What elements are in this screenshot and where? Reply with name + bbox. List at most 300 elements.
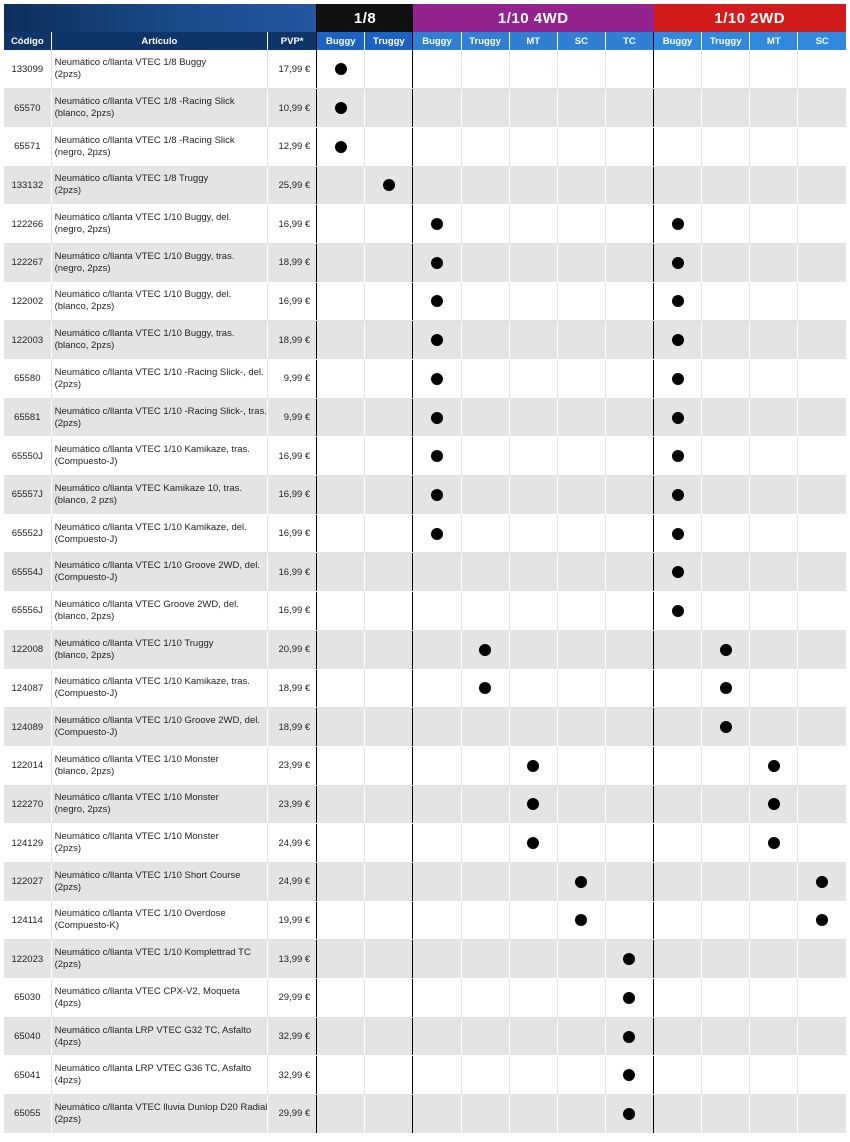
compat-cell-4wd-tc	[605, 824, 653, 863]
compat-cell-18-truggy	[365, 243, 413, 282]
compat-cell-18-buggy	[317, 127, 365, 166]
compat-cell-2wd-mt	[750, 127, 798, 166]
compat-cell-4wd-sc	[557, 1056, 605, 1095]
table-row	[4, 360, 846, 399]
group-header-row	[4, 4, 846, 32]
tire-compatibility-table-wrapper	[4, 4, 846, 1134]
product-price: 16,99 €	[268, 205, 317, 244]
table-row	[4, 514, 846, 553]
compat-cell-2wd-buggy	[654, 708, 702, 747]
compatibility-dot-icon	[672, 218, 684, 230]
compat-cell-4wd-truggy	[461, 360, 509, 399]
product-code: 65571	[4, 127, 51, 166]
compat-cell-4wd-tc	[605, 166, 653, 205]
compat-cell-2wd-truggy	[702, 669, 750, 708]
product-article	[51, 514, 267, 553]
compat-cell-2wd-truggy	[702, 785, 750, 824]
compat-cell-18-buggy	[317, 476, 365, 515]
compat-cell-2wd-truggy	[702, 1095, 750, 1134]
compat-cell-18-buggy	[317, 901, 365, 940]
compat-cell-4wd-tc	[605, 1017, 653, 1056]
compat-cell-4wd-truggy	[461, 243, 509, 282]
compat-cell-4wd-truggy	[461, 89, 509, 128]
compat-cell-2wd-sc	[798, 360, 846, 399]
product-price: 18,99 €	[268, 321, 317, 360]
compat-cell-18-truggy	[365, 398, 413, 437]
compat-cell-2wd-truggy	[702, 50, 750, 89]
product-price: 16,99 €	[268, 592, 317, 631]
compat-cell-2wd-sc	[798, 166, 846, 205]
table-row	[4, 746, 846, 785]
compat-cell-18-buggy	[317, 1056, 365, 1095]
compat-cell-18-truggy	[365, 1056, 413, 1095]
product-price: 12,99 €	[268, 127, 317, 166]
compatibility-dot-icon	[768, 798, 780, 810]
group-header-blank	[4, 4, 317, 32]
compat-cell-2wd-sc	[798, 553, 846, 592]
compat-cell-4wd-mt	[509, 1095, 557, 1134]
product-code: 65581	[4, 398, 51, 437]
product-detail: (2pzs)	[54, 1113, 81, 1125]
product-detail: (blanco, 2 pzs)	[54, 494, 117, 506]
compat-cell-2wd-buggy	[654, 979, 702, 1018]
compatibility-dot-icon	[431, 257, 443, 269]
product-price: 16,99 €	[268, 476, 317, 515]
compat-cell-4wd-mt	[509, 940, 557, 979]
product-detail: (Compuesto-J)	[54, 456, 118, 468]
compat-cell-4wd-mt	[509, 553, 557, 592]
compatibility-dot-icon	[575, 876, 587, 888]
group-header-1-8: 1/8	[317, 4, 413, 32]
product-code: 65580	[4, 360, 51, 399]
compat-cell-2wd-mt	[750, 901, 798, 940]
compat-cell-4wd-truggy	[461, 437, 509, 476]
product-article	[51, 205, 267, 244]
compat-cell-4wd-mt	[509, 437, 557, 476]
compat-cell-4wd-tc	[605, 746, 653, 785]
compat-cell-2wd-sc	[798, 592, 846, 631]
product-detail: (2pzs)	[54, 185, 81, 197]
compat-cell-18-buggy	[317, 205, 365, 244]
compat-cell-2wd-truggy	[702, 901, 750, 940]
product-article	[51, 89, 267, 128]
compat-cell-4wd-tc	[605, 89, 653, 128]
compat-cell-4wd-truggy	[461, 979, 509, 1018]
compat-cell-18-truggy	[365, 979, 413, 1018]
compat-cell-2wd-sc	[798, 476, 846, 515]
compat-cell-4wd-mt	[509, 398, 557, 437]
col-header-2wd-truggy: Truggy	[702, 32, 750, 50]
compat-cell-4wd-sc	[557, 243, 605, 282]
compat-cell-2wd-sc	[798, 321, 846, 360]
compat-cell-18-buggy	[317, 824, 365, 863]
compat-cell-18-truggy	[365, 514, 413, 553]
compatibility-dot-icon	[720, 644, 732, 656]
compat-cell-4wd-tc	[605, 901, 653, 940]
product-price: 18,99 €	[268, 669, 317, 708]
compat-cell-4wd-truggy	[461, 553, 509, 592]
compatibility-dot-icon	[431, 489, 443, 501]
col-header-4wd-sc: SC	[557, 32, 605, 50]
product-code: 65055	[4, 1095, 51, 1134]
compat-cell-4wd-tc	[605, 553, 653, 592]
compat-cell-18-truggy	[365, 708, 413, 747]
compatibility-dot-icon	[527, 760, 539, 772]
compat-cell-2wd-buggy	[654, 940, 702, 979]
compat-cell-2wd-buggy	[654, 553, 702, 592]
compat-cell-4wd-mt	[509, 1056, 557, 1095]
compat-cell-2wd-truggy	[702, 553, 750, 592]
compat-cell-18-buggy	[317, 979, 365, 1018]
compat-cell-2wd-mt	[750, 785, 798, 824]
col-header-code: Código	[4, 32, 51, 50]
compat-cell-2wd-buggy	[654, 1056, 702, 1095]
compat-cell-2wd-sc	[798, 785, 846, 824]
product-price: 18,99 €	[268, 708, 317, 747]
tire-compatibility-table	[4, 4, 846, 1134]
compat-cell-18-buggy	[317, 708, 365, 747]
compat-cell-2wd-mt	[750, 669, 798, 708]
compat-cell-18-truggy	[365, 746, 413, 785]
compat-cell-4wd-sc	[557, 166, 605, 205]
compat-cell-4wd-truggy	[461, 901, 509, 940]
compat-cell-4wd-mt	[509, 127, 557, 166]
col-header-2wd-buggy: Buggy	[654, 32, 702, 50]
compat-cell-4wd-truggy	[461, 746, 509, 785]
compat-cell-18-buggy	[317, 321, 365, 360]
compat-cell-4wd-tc	[605, 243, 653, 282]
compatibility-dot-icon	[816, 914, 828, 926]
compat-cell-2wd-mt	[750, 1095, 798, 1134]
product-article	[51, 630, 267, 669]
product-name: Neumático c/llanta VTEC 1/10 Buggy, del.	[54, 212, 232, 224]
col-header-4wd-truggy: Truggy	[461, 32, 509, 50]
product-name: Neumático c/llanta VTEC 1/10 Kamikaze, del.	[54, 521, 247, 533]
product-detail: (Compuesto-J)	[54, 533, 118, 545]
product-price: 23,99 €	[268, 785, 317, 824]
compat-cell-18-buggy	[317, 1017, 365, 1056]
compatibility-dot-icon	[335, 141, 347, 153]
compat-cell-4wd-truggy	[461, 476, 509, 515]
product-code: 122002	[4, 282, 51, 321]
product-name: Neumático c/llanta VTEC 1/10 Buggy, tras.	[54, 328, 235, 340]
compat-cell-2wd-mt	[750, 746, 798, 785]
compat-cell-4wd-buggy	[413, 127, 461, 166]
compat-cell-2wd-truggy	[702, 514, 750, 553]
product-name: Neumático c/llanta VTEC 1/10 Monster	[54, 831, 219, 843]
product-price: 16,99 €	[268, 553, 317, 592]
compat-cell-18-buggy	[317, 282, 365, 321]
compat-cell-4wd-tc	[605, 1056, 653, 1095]
product-price: 17,99 €	[268, 50, 317, 89]
table-row	[4, 89, 846, 128]
product-detail: (negro, 2pzs)	[54, 224, 111, 236]
compat-cell-4wd-sc	[557, 476, 605, 515]
table-row	[4, 476, 846, 515]
product-code: 122008	[4, 630, 51, 669]
product-name: Neumático c/llanta VTEC 1/10 -Racing Slick-, tras.	[54, 405, 267, 417]
compat-cell-18-truggy	[365, 127, 413, 166]
compat-cell-4wd-buggy	[413, 1017, 461, 1056]
table-row	[4, 669, 846, 708]
product-code: 65040	[4, 1017, 51, 1056]
compat-cell-2wd-buggy	[654, 824, 702, 863]
compat-cell-18-buggy	[317, 785, 365, 824]
compatibility-dot-icon	[431, 528, 443, 540]
compat-cell-4wd-truggy	[461, 785, 509, 824]
table-row	[4, 785, 846, 824]
product-name: Neumático c/llanta VTEC lluvia Dunlop D20 Radial	[54, 1101, 268, 1113]
compat-cell-2wd-truggy	[702, 360, 750, 399]
col-header-2wd-mt: MT	[750, 32, 798, 50]
product-price: 29,99 €	[268, 979, 317, 1018]
product-name: Neumático c/llanta VTEC 1/10 Short Course	[54, 869, 241, 881]
compatibility-dot-icon	[672, 295, 684, 307]
product-article	[51, 553, 267, 592]
compat-cell-2wd-mt	[750, 437, 798, 476]
compat-cell-2wd-truggy	[702, 398, 750, 437]
group-header-1-10-4wd: 1/10 4WD	[413, 4, 654, 32]
compat-cell-18-truggy	[365, 1017, 413, 1056]
product-article	[51, 1095, 267, 1134]
compat-cell-2wd-buggy	[654, 243, 702, 282]
compat-cell-4wd-sc	[557, 901, 605, 940]
product-code: 124129	[4, 824, 51, 863]
compat-cell-2wd-buggy	[654, 282, 702, 321]
compat-cell-4wd-mt	[509, 205, 557, 244]
compatibility-dot-icon	[527, 837, 539, 849]
compatibility-dot-icon	[431, 412, 443, 424]
compat-cell-18-buggy	[317, 166, 365, 205]
product-name: Neumático c/llanta VTEC 1/8 Truggy	[54, 173, 209, 185]
compat-cell-4wd-buggy	[413, 437, 461, 476]
compat-cell-4wd-buggy	[413, 1095, 461, 1134]
compatibility-dot-icon	[672, 412, 684, 424]
compat-cell-2wd-sc	[798, 1095, 846, 1134]
product-detail: (2pzs)	[54, 959, 81, 971]
product-name: Neumático c/llanta VTEC 1/10 Groove 2WD, del.	[54, 715, 260, 727]
product-price: 20,99 €	[268, 630, 317, 669]
compat-cell-4wd-tc	[605, 592, 653, 631]
compat-cell-4wd-truggy	[461, 166, 509, 205]
compat-cell-2wd-sc	[798, 398, 846, 437]
compat-cell-2wd-sc	[798, 940, 846, 979]
product-detail: (4pzs)	[54, 1075, 81, 1087]
compat-cell-4wd-buggy	[413, 321, 461, 360]
product-code: 122003	[4, 321, 51, 360]
compat-cell-4wd-buggy	[413, 398, 461, 437]
product-code: 65557J	[4, 476, 51, 515]
product-article	[51, 785, 267, 824]
compat-cell-2wd-sc	[798, 89, 846, 128]
product-price: 23,99 €	[268, 746, 317, 785]
compat-cell-18-truggy	[365, 205, 413, 244]
product-name: Neumático c/llanta VTEC 1/10 Groove 2WD, del.	[54, 560, 260, 572]
compat-cell-4wd-mt	[509, 592, 557, 631]
compat-cell-4wd-tc	[605, 940, 653, 979]
compat-cell-4wd-tc	[605, 669, 653, 708]
product-article	[51, 940, 267, 979]
product-code: 133132	[4, 166, 51, 205]
compat-cell-2wd-truggy	[702, 166, 750, 205]
compat-cell-4wd-truggy	[461, 205, 509, 244]
compat-cell-18-buggy	[317, 89, 365, 128]
product-article	[51, 360, 267, 399]
compatibility-dot-icon	[672, 373, 684, 385]
compat-cell-4wd-truggy	[461, 514, 509, 553]
compat-cell-4wd-sc	[557, 360, 605, 399]
product-detail: (2pzs)	[54, 417, 81, 429]
compat-cell-2wd-truggy	[702, 708, 750, 747]
compat-cell-18-buggy	[317, 243, 365, 282]
compat-cell-4wd-truggy	[461, 940, 509, 979]
product-article	[51, 746, 267, 785]
compat-cell-2wd-mt	[750, 1056, 798, 1095]
compat-cell-2wd-buggy	[654, 785, 702, 824]
product-detail: (2pzs)	[54, 881, 81, 893]
compat-cell-4wd-truggy	[461, 669, 509, 708]
compat-cell-2wd-truggy	[702, 824, 750, 863]
product-name: Neumático c/llanta VTEC 1/10 Kamikaze, tras.	[54, 444, 250, 456]
product-price: 25,99 €	[268, 166, 317, 205]
compat-cell-18-buggy	[317, 862, 365, 901]
product-code: 122027	[4, 862, 51, 901]
compat-cell-2wd-buggy	[654, 1095, 702, 1134]
compat-cell-4wd-sc	[557, 669, 605, 708]
compat-cell-2wd-truggy	[702, 243, 750, 282]
compat-cell-4wd-truggy	[461, 282, 509, 321]
compatibility-dot-icon	[672, 605, 684, 617]
compat-cell-4wd-buggy	[413, 630, 461, 669]
product-name: Neumático c/llanta VTEC 1/10 Overdose	[54, 908, 226, 920]
compat-cell-2wd-buggy	[654, 205, 702, 244]
product-price: 9,99 €	[268, 360, 317, 399]
compat-cell-4wd-sc	[557, 708, 605, 747]
compat-cell-4wd-tc	[605, 708, 653, 747]
compatibility-dot-icon	[672, 450, 684, 462]
product-price: 16,99 €	[268, 437, 317, 476]
product-code: 65030	[4, 979, 51, 1018]
compat-cell-4wd-truggy	[461, 1017, 509, 1056]
compat-cell-18-truggy	[365, 476, 413, 515]
compatibility-dot-icon	[575, 914, 587, 926]
compat-cell-4wd-mt	[509, 89, 557, 128]
product-article	[51, 901, 267, 940]
compatibility-dot-icon	[623, 1031, 635, 1043]
compat-cell-2wd-mt	[750, 553, 798, 592]
compat-cell-4wd-truggy	[461, 630, 509, 669]
compatibility-dot-icon	[383, 179, 395, 191]
table-row	[4, 862, 846, 901]
compat-cell-18-truggy	[365, 630, 413, 669]
compat-cell-4wd-tc	[605, 398, 653, 437]
compat-cell-4wd-sc	[557, 437, 605, 476]
product-code: 133099	[4, 50, 51, 89]
compat-cell-2wd-buggy	[654, 669, 702, 708]
compat-cell-4wd-sc	[557, 785, 605, 824]
compat-cell-18-truggy	[365, 669, 413, 708]
col-header-article: Artículo	[51, 32, 267, 50]
col-header-4wd-buggy: Buggy	[413, 32, 461, 50]
compat-cell-2wd-buggy	[654, 398, 702, 437]
product-detail: (blanco, 2pzs)	[54, 301, 115, 313]
table-body	[4, 50, 846, 1133]
compat-cell-4wd-tc	[605, 437, 653, 476]
compat-cell-4wd-buggy	[413, 824, 461, 863]
table-row	[4, 127, 846, 166]
compat-cell-2wd-buggy	[654, 901, 702, 940]
compat-cell-2wd-truggy	[702, 592, 750, 631]
product-code: 122014	[4, 746, 51, 785]
product-article	[51, 243, 267, 282]
product-name: Neumático c/llanta VTEC 1/10 -Racing Slick-, del.	[54, 366, 264, 378]
compat-cell-4wd-buggy	[413, 669, 461, 708]
compat-cell-4wd-buggy	[413, 166, 461, 205]
col-header-18-buggy: Buggy	[317, 32, 365, 50]
compat-cell-4wd-sc	[557, 630, 605, 669]
product-name: Neumático c/llanta VTEC 1/10 Monster	[54, 792, 219, 804]
product-detail: (4pzs)	[54, 997, 81, 1009]
compat-cell-4wd-mt	[509, 862, 557, 901]
compat-cell-4wd-sc	[557, 89, 605, 128]
compat-cell-2wd-buggy	[654, 360, 702, 399]
compatibility-dot-icon	[672, 334, 684, 346]
compat-cell-18-truggy	[365, 785, 413, 824]
compat-cell-18-buggy	[317, 630, 365, 669]
product-article	[51, 398, 267, 437]
compat-cell-4wd-mt	[509, 360, 557, 399]
compat-cell-18-truggy	[365, 592, 413, 631]
table-row	[4, 1056, 846, 1095]
compat-cell-2wd-truggy	[702, 127, 750, 166]
compat-cell-4wd-truggy	[461, 127, 509, 166]
product-code: 65556J	[4, 592, 51, 631]
product-detail: (4pzs)	[54, 1036, 81, 1048]
compatibility-dot-icon	[623, 992, 635, 1004]
compat-cell-2wd-sc	[798, 1056, 846, 1095]
compat-cell-2wd-buggy	[654, 476, 702, 515]
compat-cell-4wd-buggy	[413, 979, 461, 1018]
compat-cell-2wd-mt	[750, 360, 798, 399]
product-article	[51, 127, 267, 166]
compatibility-dot-icon	[720, 721, 732, 733]
compat-cell-4wd-sc	[557, 592, 605, 631]
compatibility-dot-icon	[672, 257, 684, 269]
table-row	[4, 553, 846, 592]
compat-cell-4wd-mt	[509, 824, 557, 863]
product-code: 65552J	[4, 514, 51, 553]
compat-cell-4wd-sc	[557, 979, 605, 1018]
table-row	[4, 901, 846, 940]
compat-cell-4wd-buggy	[413, 1056, 461, 1095]
compat-cell-18-truggy	[365, 360, 413, 399]
product-name: Neumático c/llanta VTEC Kamikaze 10, tras.	[54, 482, 243, 494]
compat-cell-4wd-truggy	[461, 1056, 509, 1095]
compat-cell-2wd-truggy	[702, 205, 750, 244]
col-header-18-truggy: Truggy	[365, 32, 413, 50]
column-header-row	[4, 32, 846, 50]
product-code: 124114	[4, 901, 51, 940]
compat-cell-4wd-truggy	[461, 50, 509, 89]
product-price: 18,99 €	[268, 243, 317, 282]
compat-cell-4wd-buggy	[413, 592, 461, 631]
product-detail: (2pzs)	[54, 843, 81, 855]
compat-cell-2wd-sc	[798, 630, 846, 669]
compat-cell-4wd-tc	[605, 979, 653, 1018]
compat-cell-4wd-mt	[509, 476, 557, 515]
compat-cell-18-buggy	[317, 553, 365, 592]
product-code: 65550J	[4, 437, 51, 476]
